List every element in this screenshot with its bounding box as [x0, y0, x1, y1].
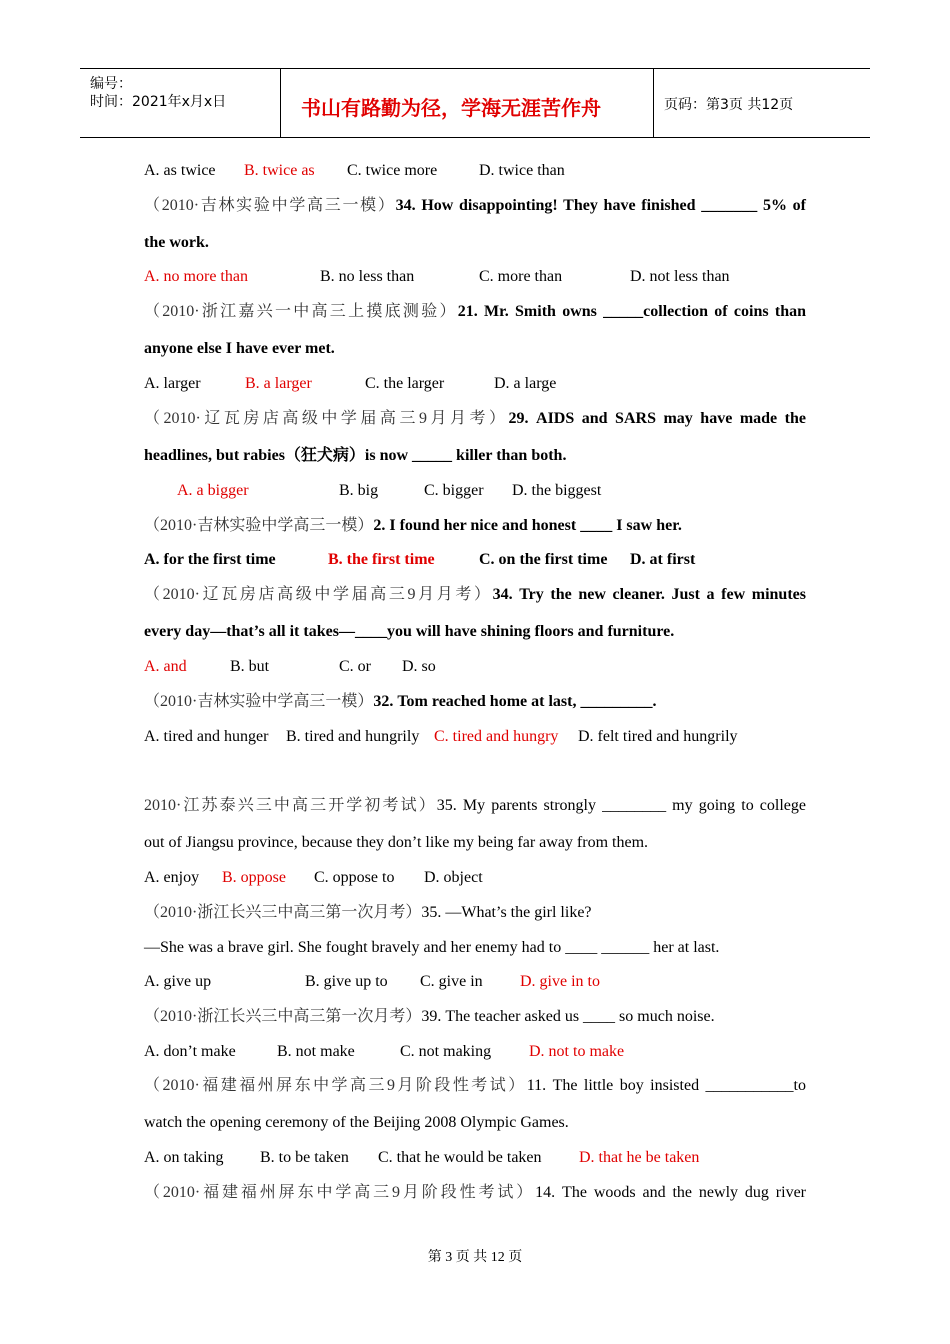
question-source: （2010·浙江长兴三中高三第一次月考） [144, 1008, 422, 1025]
q2-stem [144, 196, 806, 216]
option-c: C. on the first time [479, 551, 608, 568]
q8-stem [144, 796, 806, 816]
option-a-answer: A. no more than [144, 268, 248, 285]
option-d-answer: D. give in to [520, 973, 600, 990]
question-source: （2010·吉林实验中学高三一模） [144, 517, 374, 534]
option-c: C. more than [479, 268, 563, 285]
q3-stem-cont: anyone else I have ever met. [144, 340, 335, 357]
q2-stem-cont: the work. [144, 234, 209, 251]
q3-stem [144, 302, 806, 322]
option-b: B. to be taken [260, 1149, 349, 1166]
q11-stem [144, 1076, 806, 1096]
question-text: 34. Try the new cleaner. Just a few minutes [492, 586, 806, 603]
option-c: C. oppose to [314, 869, 395, 886]
question-source: （2010·福建福州屏东中学高三9月阶段性考试） [144, 1077, 527, 1094]
question-source: （2010·福建福州屏东中学高三9月阶段性考试） [144, 1184, 536, 1201]
question-text: 35. My parents strongly ________ my going to college [436, 797, 806, 814]
option-d-answer: D. that he be taken [579, 1149, 700, 1166]
option-c: C. the larger [365, 375, 445, 392]
question-text: 11. The little boy insisted ___________to [526, 1077, 806, 1094]
question-text: 14. The woods and the newly dug river [535, 1184, 806, 1201]
option-d: D. object [424, 869, 483, 886]
option-d: D. a large [494, 375, 557, 392]
q7-stem [144, 692, 806, 712]
question-text: 21. Mr. Smith owns _____collection of coins than [457, 303, 806, 320]
option-b-answer: B. oppose [222, 869, 286, 886]
question-source: （2010·浙江长兴三中高三第一次月考） [144, 904, 422, 921]
time-label: 时间：2021年x月x日 [90, 94, 227, 110]
header-page-cell [654, 69, 870, 137]
q6-stem [144, 585, 806, 605]
option-d: D. not less than [630, 268, 730, 285]
option-a: A. as twice [144, 162, 216, 179]
q5-stem [144, 516, 806, 536]
option-b: B. no less than [320, 268, 415, 285]
page-footer: 第 3 页 共 12 页 [427, 1250, 523, 1265]
question-text: 29. AIDS and SARS may have made the [508, 410, 806, 427]
option-a: A. give up [144, 973, 212, 990]
q9-stem-cont: —She was a brave girl. She fought bravely and her enemy had to ____ ______ her at last. [144, 939, 720, 956]
question-text: 32. Tom reached home at last, _________. [373, 693, 657, 710]
question-text: 35. —What’s the girl like? [421, 904, 592, 921]
question-source: （2010·浙江嘉兴一中高三上摸底测验） [144, 303, 458, 320]
option-c-answer: C. tired and hungry [434, 728, 559, 745]
option-c: C. that he would be taken [378, 1149, 542, 1166]
option-a: A. enjoy [144, 869, 200, 886]
q12-stem [144, 1183, 806, 1203]
question-source: （2010·吉林实验中学高三一模） [144, 693, 374, 710]
q4-stem [144, 409, 806, 429]
option-b-answer: B. a larger [245, 375, 312, 392]
option-a-answer: A. and [144, 658, 187, 675]
option-c: C. twice more [347, 162, 438, 179]
option-a-answer: A. a bigger [177, 482, 249, 499]
option-a: A. larger [144, 375, 201, 392]
code-label: 编号： [90, 76, 132, 92]
option-b: B. tired and hungrily [286, 728, 420, 745]
question-text: 2. I found her nice and honest ____ I saw her. [373, 517, 682, 534]
option-d: D. felt tired and hungrily [578, 728, 738, 745]
q6-stem-cont: every day—that’s all it takes—____you will have shining floors and furniture. [144, 623, 675, 640]
option-c: C. give in [420, 973, 483, 990]
q9-stem [144, 903, 806, 923]
q4-stem-cont: headlines, but rabies（狂犬病）is now _____ killer than both. [144, 447, 567, 464]
page-header [80, 68, 870, 138]
option-d: D. the biggest [512, 482, 602, 499]
option-d-answer: D. not to make [529, 1043, 625, 1060]
question-source: 2010·江苏泰兴三中高三开学初考试） [144, 797, 437, 814]
option-b: B. not make [277, 1043, 355, 1060]
header-meta-cell [80, 69, 281, 137]
option-a: A. tired and hunger [144, 728, 269, 745]
option-a: A. on taking [144, 1149, 224, 1166]
option-d: D. so [402, 658, 436, 675]
option-b: B. big [339, 482, 379, 499]
option-c: C. bigger [424, 482, 484, 499]
q11-stem-cont: watch the opening ceremony of the Beijing 2008 Olympic Games. [144, 1114, 569, 1131]
option-b: B. but [230, 658, 270, 675]
option-b-answer: B. the first time [328, 551, 435, 568]
option-d: D. twice than [479, 162, 565, 179]
option-b-answer: B. twice as [244, 162, 315, 179]
option-c: C. or [339, 658, 371, 675]
option-c: C. not making [400, 1043, 492, 1060]
question-source: （2010·辽瓦房店高级中学届高三9月月考） [144, 410, 509, 427]
question-text: 34. How disappointing! They have finished _______ 5% of [395, 197, 806, 214]
question-text: 39. The teacher asked us ____ so much noise. [421, 1008, 715, 1025]
page-info: 页码：第3页 共12页 [664, 97, 794, 113]
question-source: （2010·吉林实验中学高三一模） [144, 197, 396, 214]
option-b: B. give up to [305, 973, 388, 990]
header-motto-cell [281, 69, 654, 137]
motto: 书山有路勤为径，学海无涯苦作舟 [301, 96, 601, 120]
q10-stem [144, 1007, 806, 1027]
question-source: （2010·辽瓦房店高级中学届高三9月月考） [144, 586, 493, 603]
q8-stem-cont: out of Jiangsu province, because they don’t like my being far away from them. [144, 834, 649, 851]
option-a: A. don’t make [144, 1043, 236, 1060]
option-a: A. for the first time [144, 551, 276, 568]
option-d: D. at first [630, 551, 696, 568]
